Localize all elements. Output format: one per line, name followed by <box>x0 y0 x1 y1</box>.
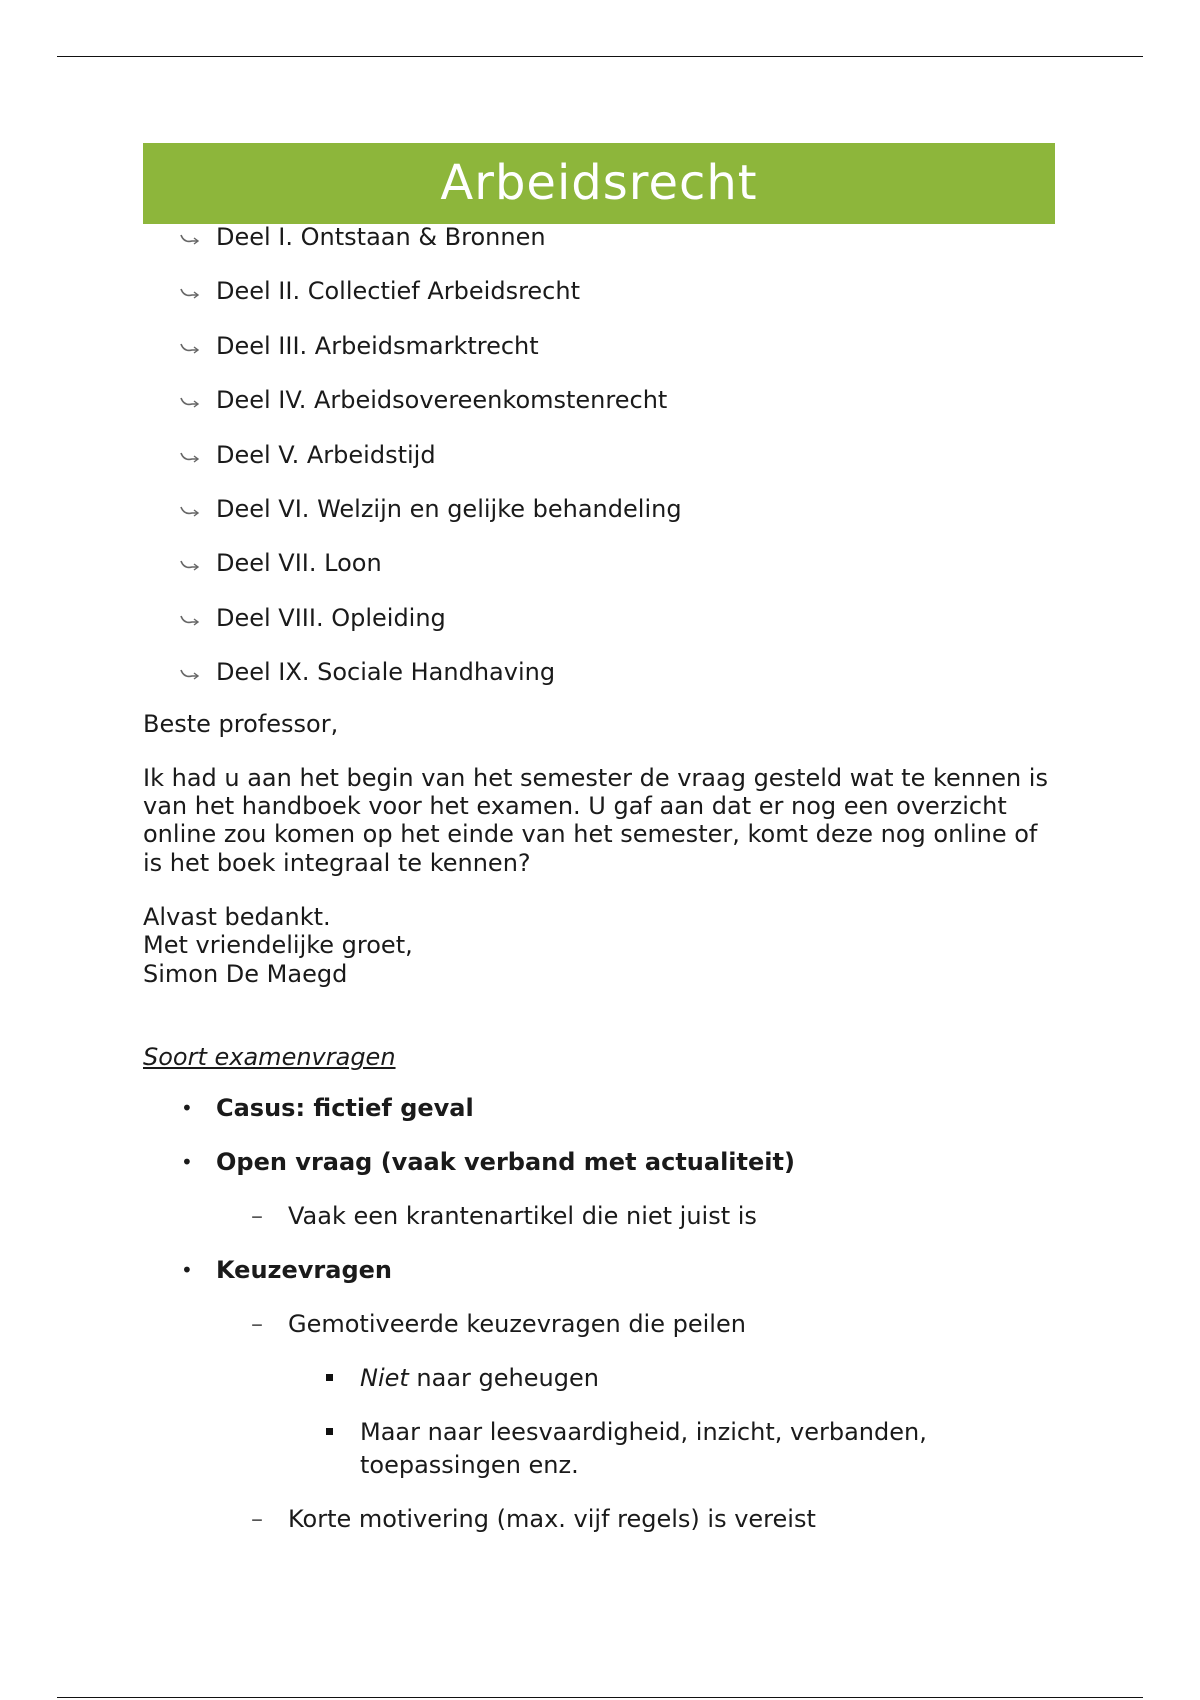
letter-line: van het handboek voor het examen. U gaf aan dat er nog een overzicht <box>143 792 1007 821</box>
arrow-bullet-icon <box>180 614 200 626</box>
letter-body <box>143 764 1063 877</box>
list-item <box>143 601 1063 655</box>
section-heading: Soort examenvragen <box>143 1042 396 1071</box>
part-label: Deel V. Arbeidstijd <box>216 440 436 469</box>
dash-bullet-icon: – <box>251 1504 263 1533</box>
part-label: Deel VII. Loon <box>216 549 382 578</box>
header-rule <box>57 56 1143 57</box>
dot-bullet-icon: • <box>181 1095 193 1120</box>
list-item <box>143 383 1063 437</box>
parts-list <box>143 220 1063 710</box>
arrow-bullet-icon <box>180 451 200 463</box>
dot-bullet-icon: • <box>181 1149 193 1174</box>
dash-bullet-icon: – <box>251 1309 263 1338</box>
letter-line: is het boek integraal te kennen? <box>143 848 531 877</box>
part-label: Deel IV. Arbeidsovereenkomstenrecht <box>216 386 668 415</box>
item-text: naar geheugen <box>408 1363 599 1392</box>
list-item <box>143 329 1063 383</box>
arrow-bullet-icon <box>180 559 200 571</box>
letter-line: Ik had u aan het begin van het semester de vraag gesteld wat te kennen is <box>143 763 1048 792</box>
part-label: Deel I. Ontstaan & Bronnen <box>216 223 546 251</box>
list-item <box>143 1362 1063 1395</box>
list-item <box>143 655 1063 709</box>
item-text: toepassingen enz. <box>360 1450 579 1479</box>
square-bullet-icon <box>326 1374 333 1381</box>
arrow-bullet-icon <box>180 396 200 408</box>
arrow-bullet-icon <box>180 233 200 245</box>
closing-line: Alvast bedankt. <box>143 903 331 931</box>
list-item <box>143 1416 1063 1482</box>
closing-line: Met vriendelijke groet, <box>143 931 413 960</box>
signature: Simon De Maegd <box>143 959 348 988</box>
page-title: Arbeidsrecht <box>143 143 1055 224</box>
item-text: Vaak een krantenartikel die niet juist is <box>288 1201 757 1230</box>
list-item <box>143 438 1063 492</box>
part-label: Deel IX. Sociale Handhaving <box>216 658 556 687</box>
arrow-bullet-icon <box>180 505 200 517</box>
item-text: Gemotiveerde keuzevragen die peilen <box>288 1309 746 1338</box>
document-body <box>143 220 1063 1536</box>
letter-closing <box>143 903 1063 988</box>
item-text: Keuzevragen <box>216 1255 393 1284</box>
list-item <box>143 1146 1063 1179</box>
emphasis-text: Niet <box>360 1363 409 1392</box>
dash-bullet-icon: – <box>251 1201 263 1230</box>
list-item <box>143 546 1063 600</box>
part-label: Deel II. Collectief Arbeidsrecht <box>216 277 580 306</box>
list-item <box>143 492 1063 546</box>
list-item <box>143 1308 1063 1341</box>
item-text: Open vraag (vaak verband met actualiteit) <box>216 1147 795 1176</box>
list-item <box>143 1254 1063 1287</box>
footer-rule <box>57 1697 1143 1698</box>
list-item <box>143 220 1063 274</box>
arrow-bullet-icon <box>180 287 200 299</box>
list-item <box>143 1092 1063 1125</box>
list-item <box>143 274 1063 328</box>
arrow-bullet-icon <box>180 668 200 680</box>
letter-greeting: Beste professor, <box>143 709 339 738</box>
square-bullet-icon <box>326 1428 333 1435</box>
item-text: Casus: fictief geval <box>216 1093 474 1122</box>
part-label: Deel III. Arbeidsmarktrecht <box>216 331 539 360</box>
dot-bullet-icon: • <box>181 1257 193 1282</box>
item-text: Korte motivering (max. vijf regels) is vereist <box>288 1504 816 1533</box>
list-item <box>143 1503 1063 1536</box>
list-item <box>143 1200 1063 1233</box>
arrow-bullet-icon <box>180 342 200 354</box>
item-text: Maar naar leesvaardigheid, inzicht, verbanden, <box>360 1417 927 1446</box>
part-label: Deel VI. Welzijn en gelijke behandeling <box>216 494 682 523</box>
letter-line: online zou komen op het einde van het semester, komt deze nog online of <box>143 820 1038 849</box>
part-label: Deel VIII. Opleiding <box>216 603 446 632</box>
